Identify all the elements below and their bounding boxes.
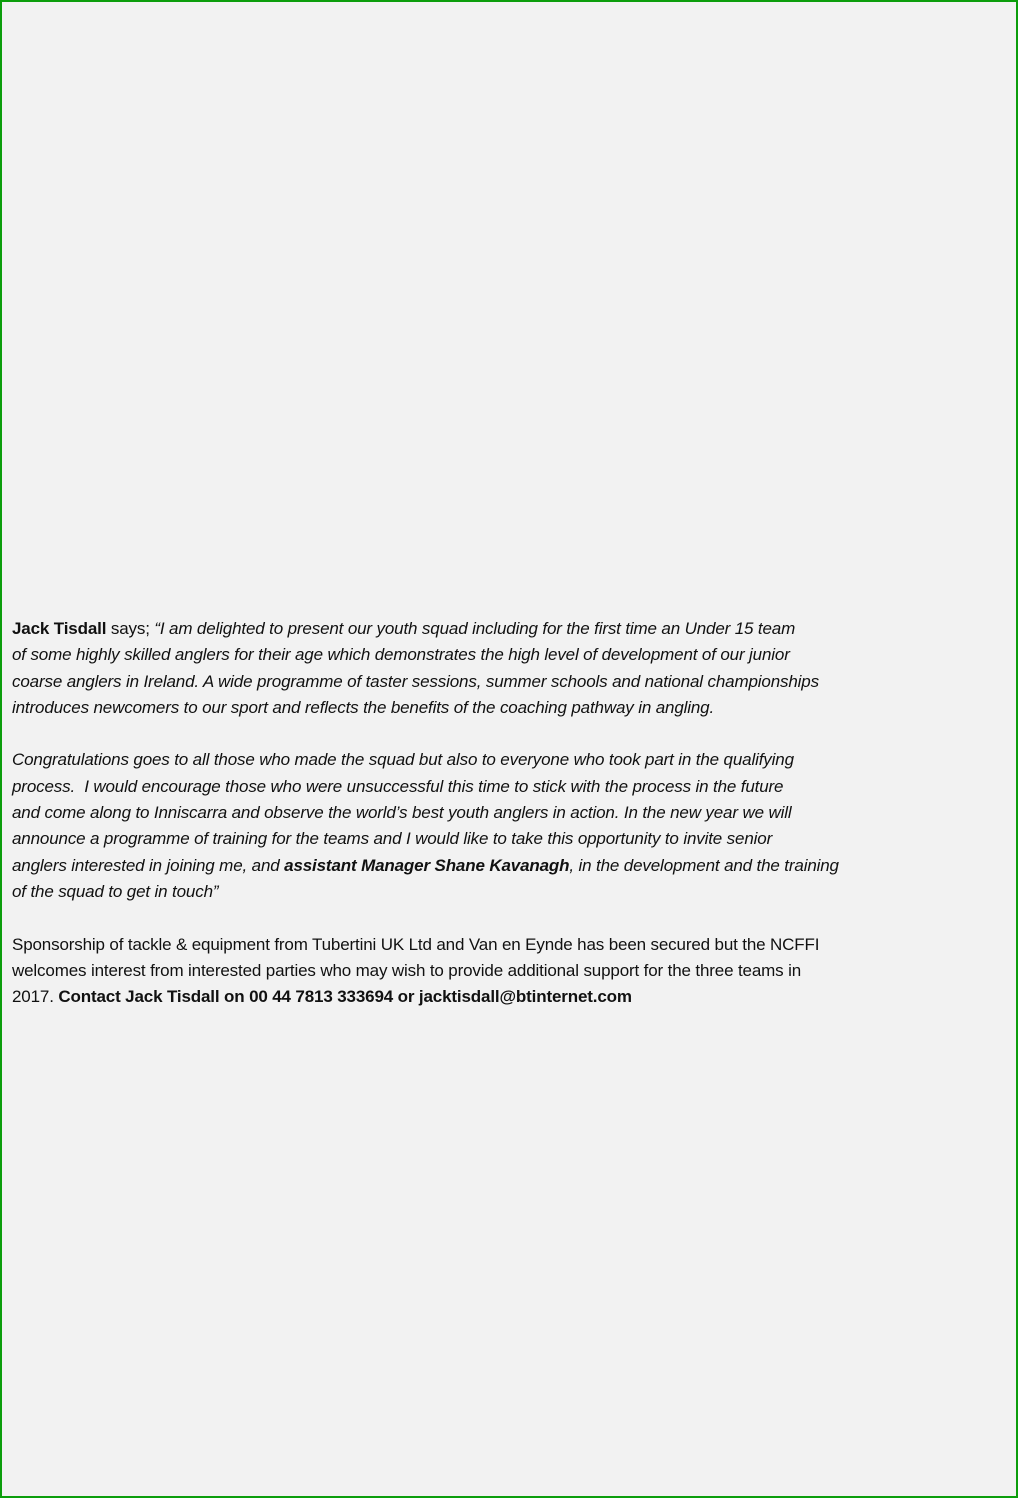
text-line bbox=[12, 853, 1012, 879]
text-line: of some highly skilled anglers for their age which demonstrates the high level of development of our junior bbox=[12, 645, 790, 665]
text-segment: , in the development and the training bbox=[569, 855, 839, 875]
text-line: welcomes interest from interested parties who may wish to provide additional support for the three teams in bbox=[12, 960, 802, 980]
text-segment: anglers interested in joining me, and bbox=[12, 855, 285, 875]
text-line bbox=[12, 984, 1012, 1010]
assistant-manager-name: assistant Manager Shane Kavanagh bbox=[284, 855, 570, 875]
text-line: Congratulations goes to all those who made the squad but also to everyone who took part in the qualifying bbox=[12, 750, 794, 770]
text-line: process. I would encourage those who were unsuccessful this time to stick with the process in the future bbox=[12, 776, 784, 796]
says-text: says; bbox=[106, 619, 155, 638]
text-segment: 2017. bbox=[12, 987, 59, 1007]
sponsorship-paragraph bbox=[12, 932, 1012, 1011]
text-line: coarse anglers in Ireland. A wide programme of taster sessions, summer schools and national championships bbox=[12, 671, 819, 691]
quote-text: “I am delighted to present our youth squad including for the first time an Under 15 team bbox=[154, 619, 796, 638]
text-line: Sponsorship of tackle & equipment from Tubertini UK Ltd and Van en Eynde has been secured but the NCFFI bbox=[12, 934, 820, 954]
speaker-name: Jack Tisdall bbox=[12, 619, 107, 638]
contact-details: Contact Jack Tisdall on 00 44 7813 333694 or jacktisdall@btinternet.com bbox=[58, 987, 632, 1007]
quote-paragraph bbox=[12, 616, 1012, 721]
text-line: introduces newcomers to our sport and reflects the benefits of the coaching pathway in angling. bbox=[12, 697, 715, 717]
congratulations-paragraph bbox=[12, 747, 1012, 905]
text-line bbox=[12, 616, 1012, 642]
text-line: announce a programme of training for the teams and I would like to take this opportunity to invite senior bbox=[12, 829, 773, 849]
text-line: of the squad to get in touch” bbox=[12, 881, 219, 901]
text-line: and come along to Inniscarra and observe the world’s best youth anglers in action. In the new year we will bbox=[12, 803, 792, 823]
article-body bbox=[12, 616, 1012, 1010]
